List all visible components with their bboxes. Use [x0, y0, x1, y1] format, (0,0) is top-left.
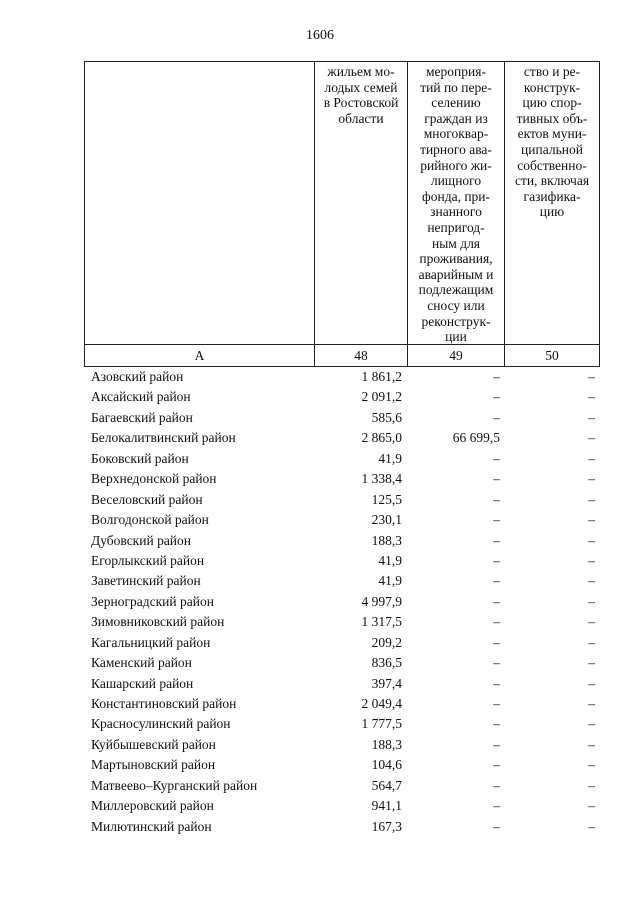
- value-col-48: 1 861,2: [361, 369, 402, 384]
- header-col-49: [408, 64, 504, 345]
- col-number-50: 50: [545, 348, 559, 363]
- value-col-48: 941,1: [371, 798, 402, 814]
- district-name: Заветинский район: [91, 573, 201, 589]
- header-line: тивных объ-: [516, 110, 588, 126]
- header-line: фонда, при-: [421, 188, 491, 204]
- value-col-49: –: [493, 532, 500, 548]
- value-col-48: 209,2: [371, 634, 402, 650]
- table-row: [0, 796, 640, 816]
- district-name: Кашарский район: [91, 675, 194, 691]
- header-line: аварийным и: [418, 266, 494, 282]
- header-line: цию: [539, 204, 565, 220]
- value-col-50: –: [588, 634, 595, 650]
- value-col-49: –: [493, 552, 500, 568]
- value-col-50: –: [588, 696, 595, 711]
- table-row: [0, 367, 640, 387]
- district-name: Зимовниковский район: [91, 614, 225, 630]
- header-line: реконструк-: [421, 313, 491, 329]
- table-row: [0, 817, 640, 837]
- value-col-49: –: [493, 389, 500, 405]
- header-line: тирного ава-: [420, 141, 492, 157]
- value-col-48: 1 317,5: [361, 614, 402, 630]
- value-col-48: 4 997,9: [361, 593, 402, 609]
- value-col-49: –: [493, 409, 500, 425]
- district-name: Каменский район: [91, 655, 192, 671]
- value-col-50: –: [588, 736, 595, 752]
- table-row: [0, 714, 640, 734]
- header-line: ципальной: [521, 141, 583, 157]
- value-col-50: –: [588, 655, 595, 671]
- value-col-49: –: [493, 614, 500, 630]
- header-line: тий по пере-: [420, 79, 492, 95]
- table-row: [0, 694, 640, 714]
- table-row: [0, 633, 640, 653]
- header-line: ство и ре-: [523, 64, 581, 79]
- value-col-48: 2 049,4: [361, 696, 402, 711]
- header-line: цию спор-: [522, 95, 582, 111]
- table-row: [0, 735, 640, 755]
- value-col-49: –: [493, 696, 500, 711]
- header-line: подлежащим: [418, 282, 494, 298]
- value-col-50: –: [588, 369, 595, 384]
- header-line: газифика-: [523, 188, 581, 204]
- col-number-a: А: [194, 348, 205, 363]
- value-col-50: –: [588, 512, 595, 528]
- district-name: Волгодонской район: [91, 512, 209, 528]
- district-name: Багаевский район: [91, 409, 193, 425]
- value-col-48: 104,6: [371, 757, 402, 773]
- value-col-48: 230,1: [371, 512, 402, 528]
- header-line: лодых семей: [324, 79, 398, 95]
- table-row: [0, 408, 640, 428]
- table-row: [0, 776, 640, 796]
- table-row: [0, 428, 640, 448]
- district-name: Дубовский район: [91, 532, 192, 548]
- header-line: сти, включая: [514, 173, 590, 189]
- table-row: [0, 469, 640, 489]
- value-col-50: –: [588, 532, 595, 548]
- table-row: [0, 755, 640, 775]
- value-col-50: –: [588, 757, 595, 773]
- district-name: Белокалитвинский район: [91, 430, 236, 446]
- table-row: [0, 551, 640, 571]
- district-name: Азовский район: [91, 369, 184, 384]
- value-col-50: –: [588, 675, 595, 691]
- value-col-49: –: [493, 675, 500, 691]
- table-row: [0, 449, 640, 469]
- value-col-49: –: [493, 736, 500, 752]
- header-line: проживания,: [419, 251, 493, 267]
- value-col-50: –: [588, 491, 595, 507]
- district-name: Милютинский район: [91, 818, 212, 834]
- header-line: многоквар-: [423, 126, 489, 142]
- value-col-49: –: [493, 818, 500, 834]
- header-line: жильем мо-: [327, 64, 395, 79]
- district-name: Верхнедонской район: [91, 471, 217, 487]
- value-col-49: –: [493, 757, 500, 773]
- header-border-left: [84, 61, 85, 367]
- value-col-50: –: [588, 614, 595, 630]
- header-line: конструк-: [523, 79, 581, 95]
- value-col-50: –: [588, 552, 595, 568]
- table-header: [84, 61, 600, 367]
- district-name: Егорлыкский район: [91, 552, 205, 568]
- header-line: ектов муни-: [517, 126, 587, 142]
- district-name: Кагальницкий район: [91, 634, 211, 650]
- header-border-top: [84, 61, 600, 62]
- value-col-50: –: [588, 409, 595, 425]
- table-row: [0, 571, 640, 591]
- header-line: рийного жи-: [420, 157, 492, 173]
- page-number: 1606: [306, 28, 334, 43]
- table-row: [0, 510, 640, 530]
- value-col-48: 585,6: [371, 409, 402, 425]
- value-col-48: 2 865,0: [361, 430, 402, 446]
- value-col-48: 188,3: [371, 532, 402, 548]
- value-col-50: –: [588, 798, 595, 814]
- district-name: Аксайский район: [91, 389, 191, 405]
- header-line: сносу или: [427, 297, 485, 313]
- value-col-48: 41,9: [378, 450, 402, 466]
- table-row: [0, 653, 640, 673]
- value-col-49: –: [493, 798, 500, 814]
- table-row: [0, 490, 640, 510]
- header-line: в Ростовской: [323, 95, 399, 111]
- value-col-50: –: [588, 818, 595, 834]
- value-col-48: 167,3: [371, 818, 402, 834]
- value-col-49: –: [493, 573, 500, 589]
- value-col-48: 564,7: [371, 777, 402, 793]
- district-name: Красносулинский район: [91, 716, 231, 732]
- header-line: селению: [431, 95, 481, 111]
- district-name: Зерноградский район: [91, 593, 214, 609]
- header-line: области: [338, 110, 384, 126]
- value-col-49: –: [493, 450, 500, 466]
- value-col-50: –: [588, 593, 595, 609]
- value-col-49: –: [493, 777, 500, 793]
- table-row: [0, 387, 640, 407]
- value-col-48: 1 338,4: [361, 471, 402, 487]
- value-col-48: 188,3: [371, 736, 402, 752]
- district-name: Боковский район: [91, 450, 189, 466]
- value-col-48: 41,9: [378, 573, 402, 589]
- header-col-48: [315, 64, 407, 126]
- header-border-right: [599, 61, 600, 367]
- district-name: Веселовский район: [91, 491, 203, 507]
- value-col-50: –: [588, 777, 595, 793]
- table-row: [0, 674, 640, 694]
- header-line: ным для: [431, 235, 481, 251]
- district-name: Куйбышевский район: [91, 736, 216, 752]
- header-col-50: [505, 64, 599, 220]
- header-line: знанного: [430, 204, 482, 220]
- value-col-49: –: [493, 491, 500, 507]
- value-col-50: –: [588, 573, 595, 589]
- value-col-49: 66 699,5: [452, 430, 500, 446]
- header-line: мероприя-: [426, 64, 486, 79]
- value-col-50: –: [588, 471, 595, 487]
- value-col-48: 125,5: [371, 491, 402, 507]
- header-line: непригод-: [427, 219, 485, 235]
- value-col-49: –: [493, 471, 500, 487]
- table-body: [0, 367, 640, 837]
- header-line: ции: [445, 329, 467, 345]
- value-col-48: 397,4: [371, 675, 402, 691]
- value-col-50: –: [588, 430, 595, 446]
- table-row: [0, 612, 640, 632]
- value-col-49: –: [493, 655, 500, 671]
- value-col-49: –: [493, 369, 500, 384]
- header-border-mid: [84, 344, 600, 345]
- header-line: граждан из: [424, 110, 488, 126]
- value-col-50: –: [588, 389, 595, 405]
- header-line: лищного: [430, 173, 482, 189]
- district-name: Матвеево–Курганский район: [91, 777, 258, 793]
- value-col-49: –: [493, 593, 500, 609]
- district-name: Мартыновский район: [91, 757, 216, 773]
- value-col-50: –: [588, 716, 595, 732]
- district-name: Константиновский район: [91, 696, 237, 711]
- table-row: [0, 592, 640, 612]
- value-col-48: 2 091,2: [361, 389, 402, 405]
- col-number-49: 49: [449, 348, 463, 363]
- table-row: [0, 531, 640, 551]
- district-name: Миллеровский район: [91, 798, 214, 814]
- value-col-48: 836,5: [371, 655, 402, 671]
- value-col-50: –: [588, 450, 595, 466]
- value-col-49: –: [493, 716, 500, 732]
- header-line: собственно-: [517, 157, 587, 173]
- value-col-49: –: [493, 634, 500, 650]
- col-number-48: 48: [354, 348, 368, 363]
- value-col-49: –: [493, 512, 500, 528]
- value-col-48: 41,9: [378, 552, 402, 568]
- value-col-48: 1 777,5: [361, 716, 402, 732]
